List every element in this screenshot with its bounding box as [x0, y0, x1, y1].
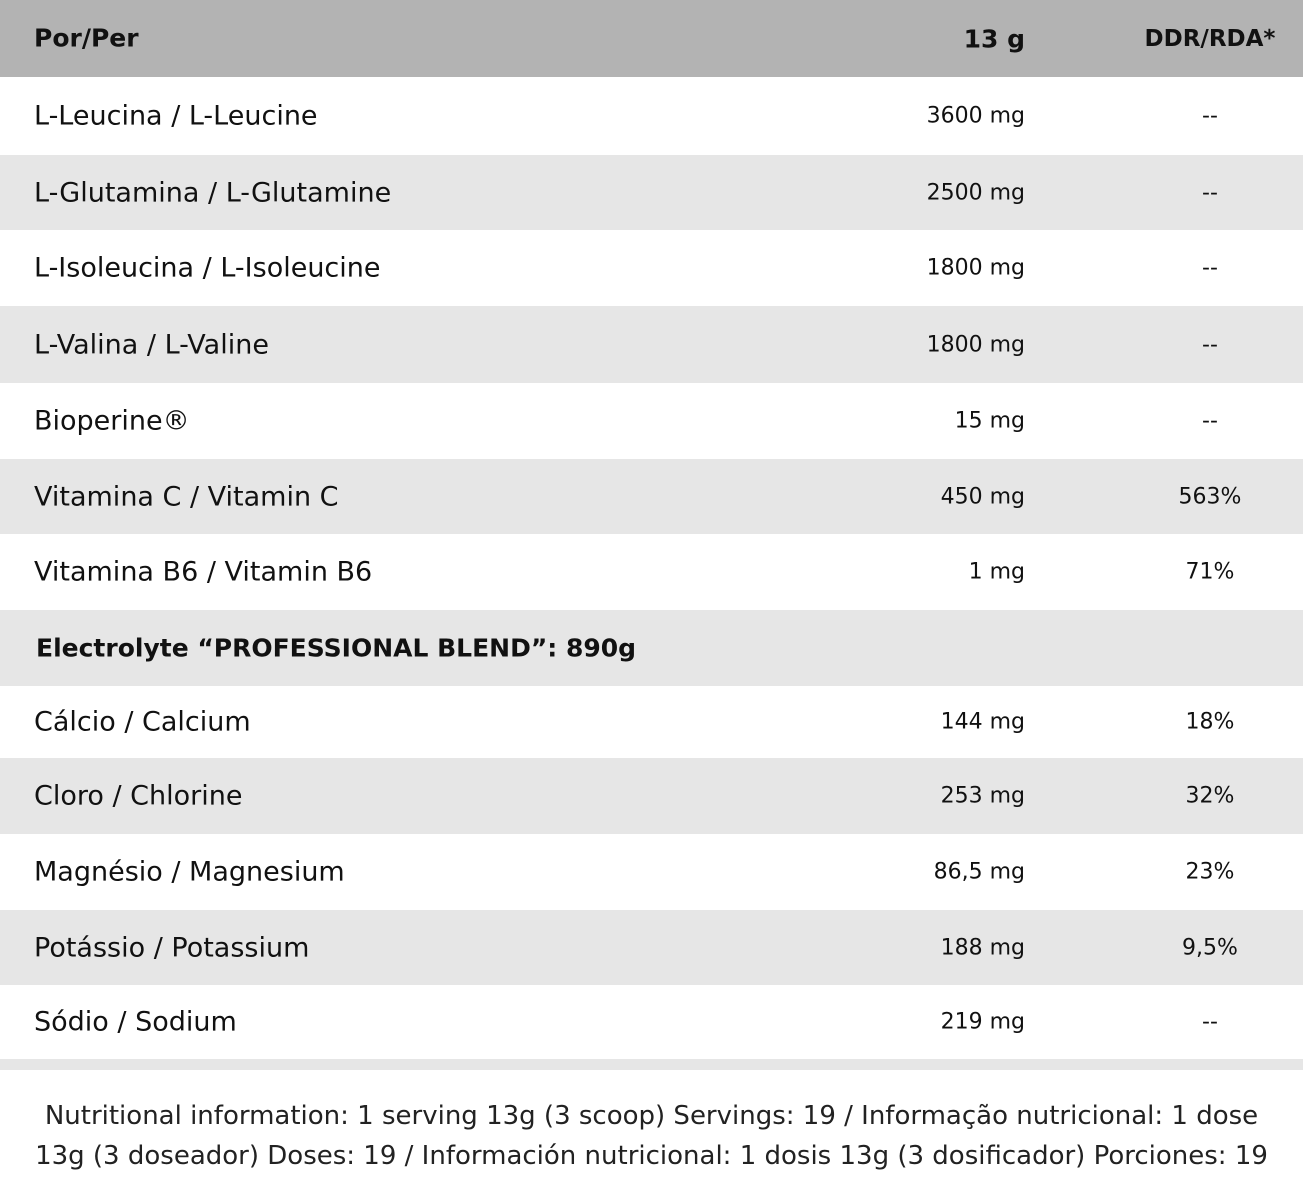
nutrient-rda: 563%	[1178, 484, 1242, 509]
nutrient-amount: 3600 mg	[926, 103, 1025, 129]
table-row	[0, 383, 1303, 459]
table-row	[0, 534, 1303, 610]
table-row	[0, 77, 1303, 155]
nutrient-amount: 144 mg	[940, 709, 1025, 735]
table-row	[0, 910, 1303, 985]
nutrient-amount: 86,5 mg	[933, 859, 1025, 885]
nutrient-name: L-Leucina / L-Leucine	[34, 100, 318, 132]
nutrient-amount: 219 mg	[940, 1009, 1025, 1035]
table-row	[0, 306, 1303, 383]
nutrient-rda: --	[1202, 180, 1218, 205]
table-row	[0, 459, 1303, 534]
nutrient-name: L-Isoleucina / L-Isoleucine	[34, 252, 381, 284]
header-rda: DDR/RDA*	[1144, 25, 1276, 52]
table-row	[0, 985, 1303, 1059]
nutrient-name: Vitamina C / Vitamin C	[34, 481, 339, 512]
table-row	[0, 834, 1303, 910]
header-per: Por/Per	[34, 23, 139, 53]
header-serving: 13 g	[963, 24, 1025, 53]
nutrient-amount: 253 mg	[940, 783, 1025, 809]
nutrient-amount: 1 mg	[968, 559, 1025, 585]
nutrient-name: Cloro / Chlorine	[34, 780, 243, 812]
nutrient-rda: 18%	[1185, 709, 1235, 735]
nutrient-rda: --	[1202, 255, 1218, 281]
table-row	[0, 758, 1303, 834]
nutrient-rda: --	[1202, 408, 1218, 434]
table-row	[0, 230, 1303, 306]
table-row	[0, 155, 1303, 230]
nutrient-amount: 188 mg	[940, 935, 1025, 960]
nutrient-rda: --	[1202, 103, 1218, 129]
nutrient-name: L-Valina / L-Valine	[34, 329, 269, 360]
nutrient-name: L-Glutamina / L-Glutamine	[34, 177, 392, 208]
section-header	[0, 610, 1303, 686]
nutrient-rda: --	[1202, 332, 1218, 357]
nutrient-amount: 450 mg	[940, 484, 1025, 509]
nutrient-rda: 71%	[1185, 559, 1235, 585]
nutrient-name: Bioperine®	[34, 405, 190, 437]
nutrient-rda: 32%	[1185, 783, 1235, 809]
table-row	[0, 686, 1303, 758]
nutrient-name: Cálcio / Calcium	[34, 706, 251, 738]
table-bottom-divider	[0, 1059, 1303, 1070]
nutrient-rda: 9,5%	[1182, 935, 1238, 960]
nutrient-name: Electrolyte “PROFESSIONAL BLEND”: 890g	[36, 633, 637, 663]
nutrient-amount: 15 mg	[954, 408, 1025, 434]
nutrient-name: Sódio / Sodium	[34, 1006, 237, 1038]
serving-info: Nutritional information: 1 serving 13g (3 scoop) Servings: 19 / Informação nutricional: 1 dose 13g (3 doseador) Doses: 19 / Información nutricional: 1 dosis 13g (3 dosificador) Porciones: 19	[35, 1101, 1268, 1171]
nutrient-rda: --	[1202, 1009, 1218, 1035]
table-header	[0, 0, 1303, 77]
nutrient-amount: 1800 mg	[926, 332, 1025, 357]
nutrient-amount: 1800 mg	[926, 255, 1025, 281]
nutrient-name: Magnésio / Magnesium	[34, 856, 345, 888]
nutrient-rda: 23%	[1185, 859, 1235, 885]
nutrient-name: Potássio / Potassium	[34, 932, 310, 963]
nutrient-amount: 2500 mg	[926, 180, 1025, 205]
nutrient-name: Vitamina B6 / Vitamin B6	[34, 556, 373, 588]
